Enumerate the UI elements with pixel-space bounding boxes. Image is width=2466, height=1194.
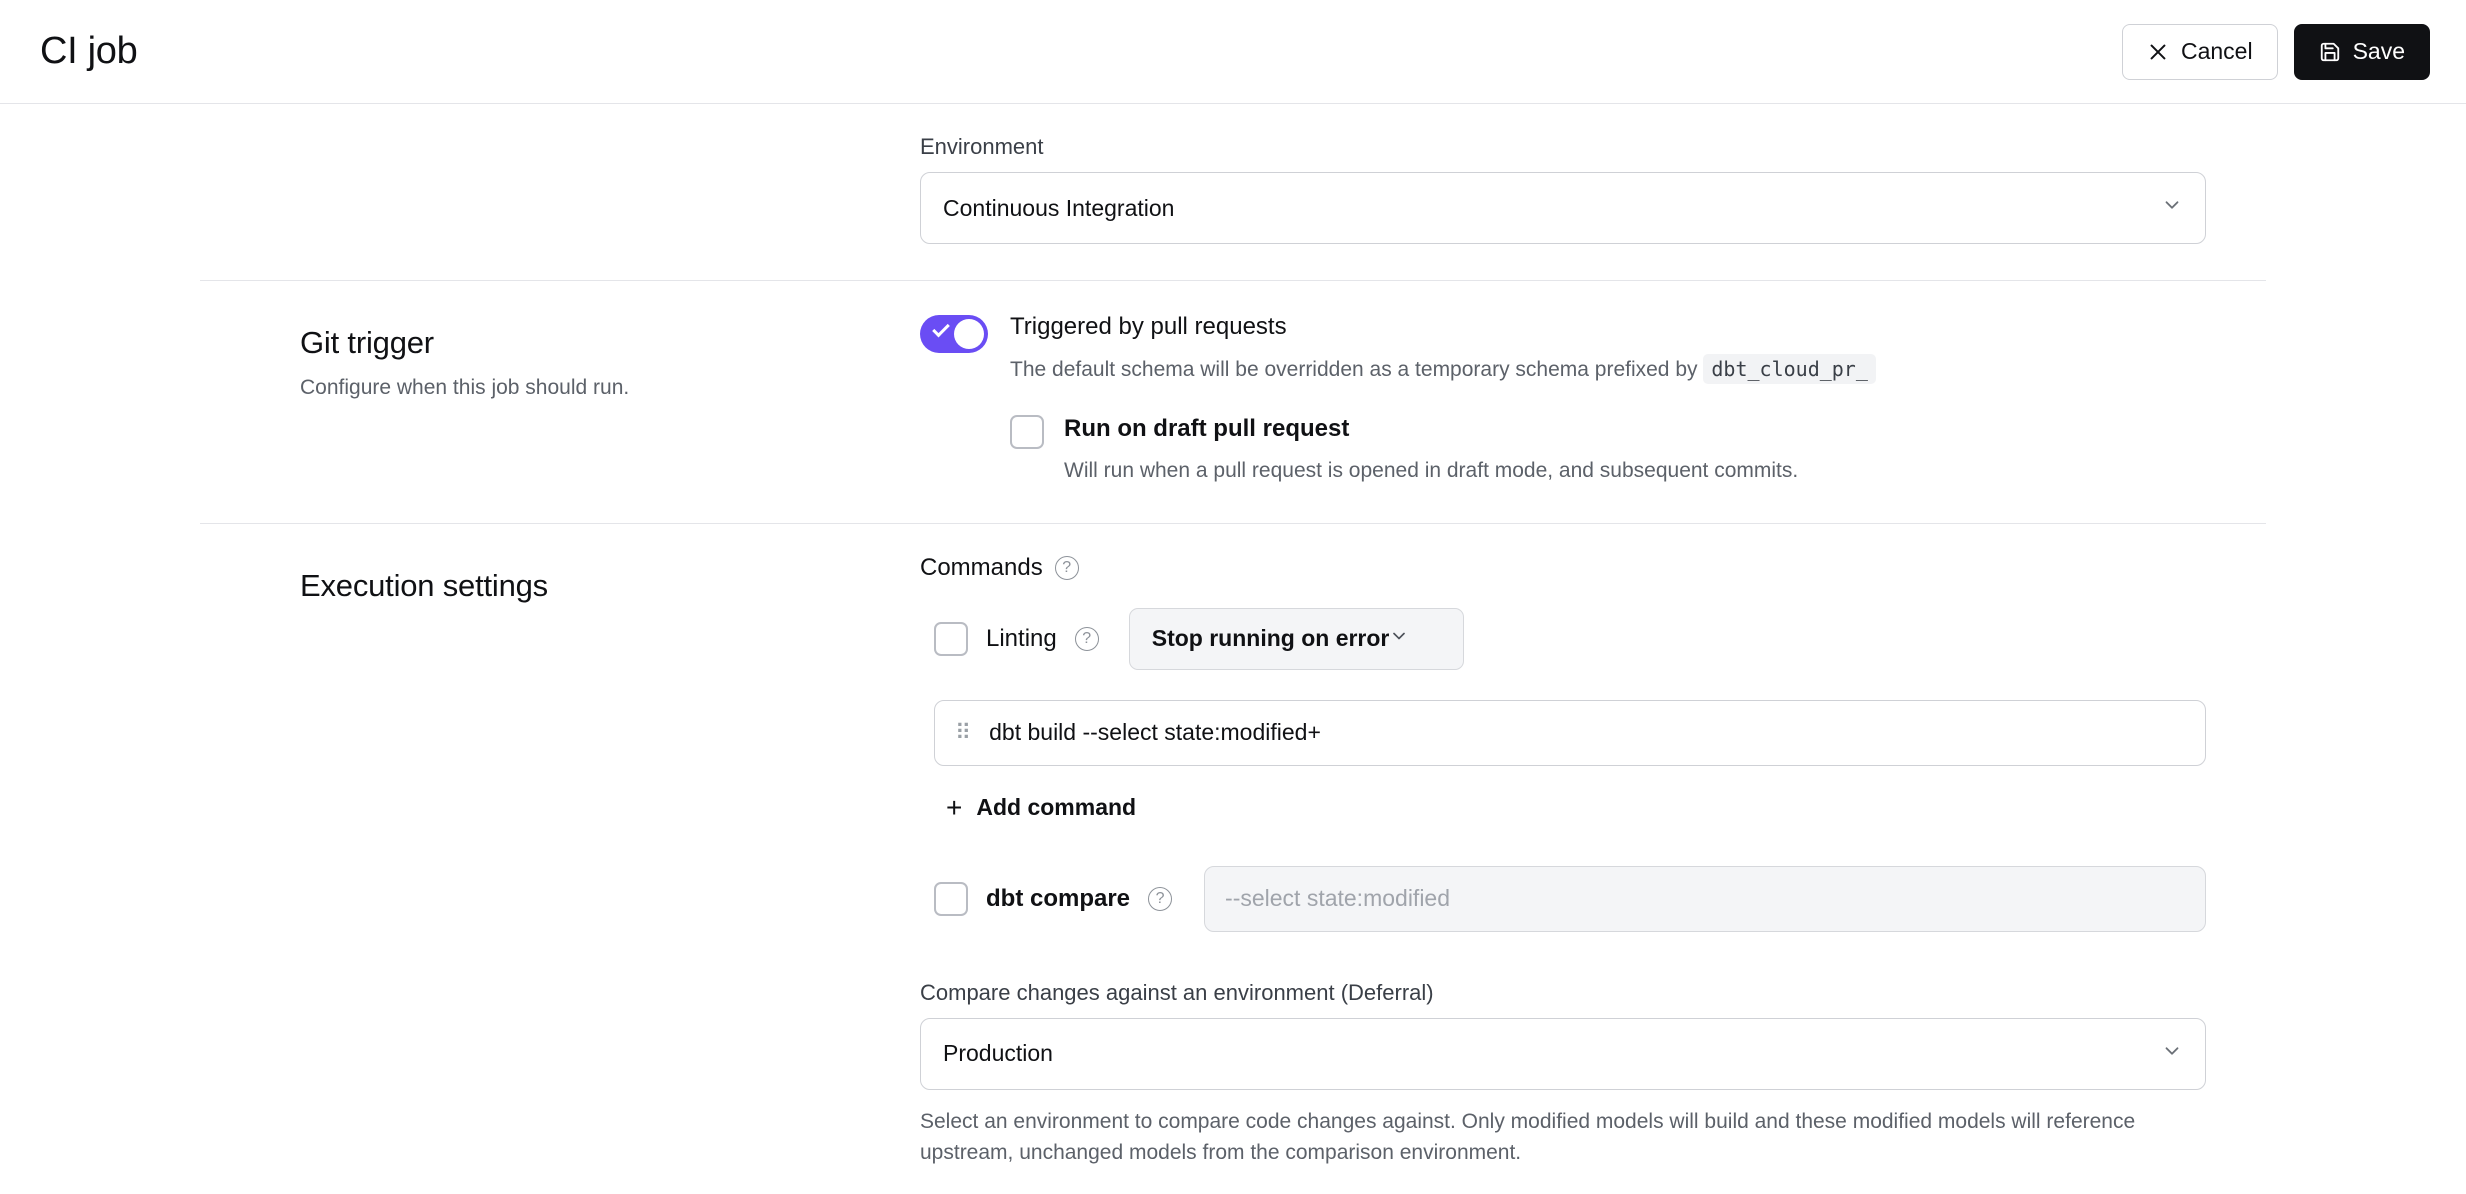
deferral-select[interactable] <box>920 1018 2206 1090</box>
add-command-label: Add command <box>976 794 1137 821</box>
save-button-label: Save <box>2352 38 2405 64</box>
cancel-button-label: Cancel <box>2180 38 2253 64</box>
linting-row <box>934 608 2206 670</box>
triggered-by-pr-row <box>920 311 2206 487</box>
git-trigger-description: Configure when this job should run. <box>300 376 630 399</box>
schema-prefix-code: dbt_cloud_pr_ <box>1703 354 1876 384</box>
git-trigger-section-left <box>300 281 920 523</box>
command-item[interactable] <box>934 700 2206 766</box>
dbt-compare-checkbox[interactable] <box>934 882 968 916</box>
execution-settings-section <box>100 524 2366 1194</box>
linting-mode-select[interactable] <box>1129 608 1465 670</box>
draft-pr-row <box>1010 415 1876 487</box>
git-trigger-section-right <box>920 281 2206 523</box>
close-icon <box>2147 41 2169 63</box>
form-content <box>0 104 2466 1194</box>
commands-label: Commands <box>920 553 1043 581</box>
environment-section-right <box>920 104 2206 280</box>
triggered-by-pr-toggle[interactable] <box>920 315 988 353</box>
git-trigger-heading: Git trigger <box>300 325 434 360</box>
environment-select[interactable] <box>920 172 2206 244</box>
triggered-by-pr-helper <box>1010 354 1876 386</box>
triggered-by-pr-helper-text: The default schema will be overridden as a temporary schema prefixed by <box>1010 357 1698 381</box>
environment-section <box>100 104 2366 280</box>
linting-checkbox[interactable] <box>934 622 968 656</box>
plus-icon: + <box>946 791 963 823</box>
add-command-button[interactable] <box>946 791 1137 823</box>
cancel-button[interactable] <box>2122 24 2278 80</box>
dbt-compare-label: dbt compare <box>986 884 1131 912</box>
draft-pr-checkbox[interactable] <box>1010 415 1044 449</box>
dbt-compare-help-icon[interactable]: ? <box>1148 887 1172 911</box>
git-trigger-section <box>100 281 2366 523</box>
draft-pr-label: Run on draft pull request <box>1064 415 1350 443</box>
deferral-help-text: Select an environment to compare code changes against. Only modified models will build and these modified models will reference upstream, unchanged models from the comparison environment. <box>920 1109 2136 1165</box>
execution-settings-left <box>300 524 920 1194</box>
chevron-down-icon <box>2161 194 2183 222</box>
check-icon <box>932 320 950 338</box>
execution-settings-heading: Execution settings <box>300 567 548 603</box>
dbt-compare-input[interactable]: --select state:modified <box>1204 866 2206 932</box>
save-button[interactable] <box>2294 24 2430 80</box>
save-disk-icon <box>2319 41 2341 63</box>
toggle-knob <box>954 319 984 349</box>
deferral-select-value: Production <box>943 1040 1053 1067</box>
page-title: CI job <box>40 30 138 72</box>
environment-label: Environment <box>920 134 1044 159</box>
top-bar-actions <box>2122 24 2430 80</box>
chevron-down-icon <box>2161 1040 2183 1068</box>
chevron-down-icon <box>1389 625 1409 652</box>
command-text: dbt build --select state:modified+ <box>989 719 1321 746</box>
execution-settings-right <box>920 524 2206 1194</box>
draft-pr-helper: Will run when a pull request is opened in draft mode, and subsequent commits. <box>1064 459 1799 483</box>
dbt-compare-row <box>934 866 2206 932</box>
deferral-label: Compare changes against an environment (Deferral) <box>920 979 1434 1005</box>
linting-label: Linting <box>986 624 1057 652</box>
environment-select-value: Continuous Integration <box>943 194 1175 221</box>
linting-mode-value: Stop running on error <box>1151 625 1390 652</box>
deferral-block <box>920 980 2206 1169</box>
triggered-by-pr-label: Triggered by pull requests <box>1010 313 1287 340</box>
top-bar <box>0 0 2466 104</box>
commands-header <box>920 554 2206 582</box>
help-icon[interactable]: ? <box>1055 556 1079 580</box>
environment-section-left <box>300 104 920 280</box>
drag-handle-icon[interactable]: ⠿ <box>955 719 970 745</box>
linting-help-icon[interactable]: ? <box>1075 627 1099 651</box>
